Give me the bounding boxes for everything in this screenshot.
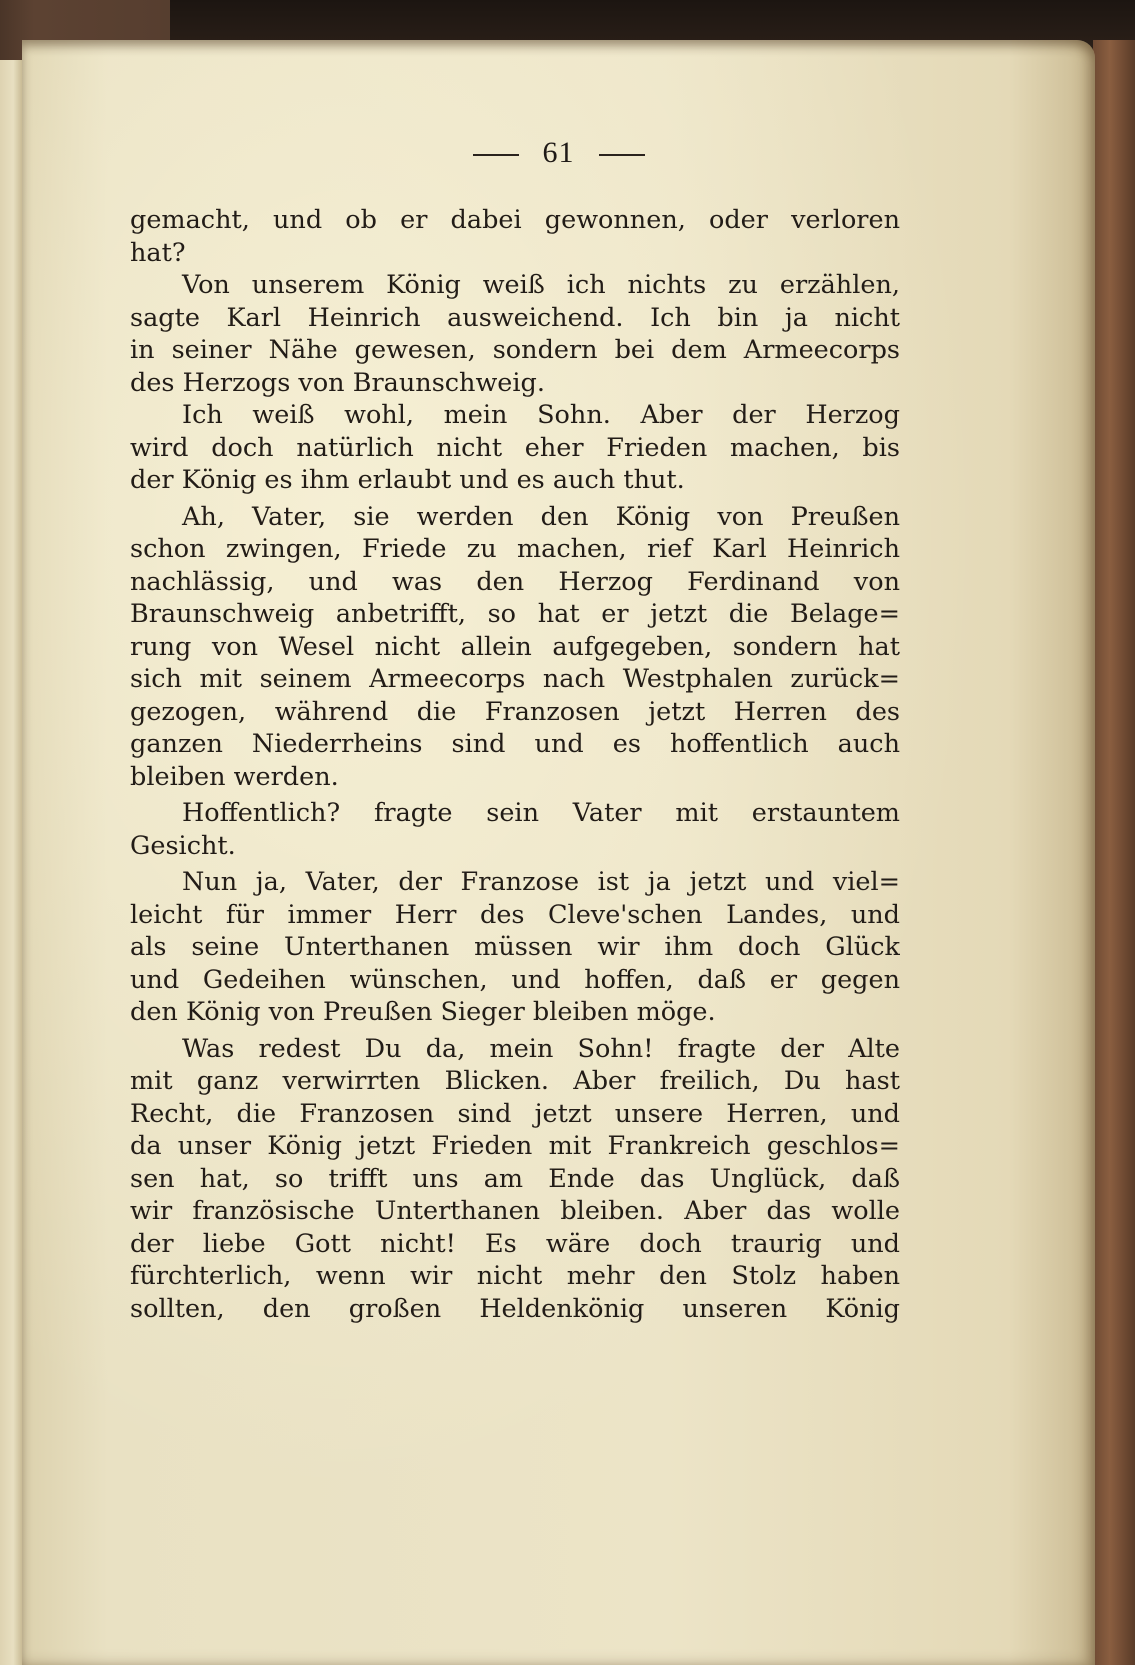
text-line: Ah, Vater, sie werden den König von Preußen <box>182 501 900 532</box>
body-text <box>130 204 900 1325</box>
text-line: schon zwingen, Friede zu machen, rief Karl Heinrich <box>130 534 900 564</box>
text-line: mit ganz verwirrten Blicken. Aber freilich, Du hast <box>130 1066 900 1096</box>
page-header <box>22 136 1095 170</box>
text-line: Von unserem König weiß ich nichts zu erzählen, <box>182 270 900 300</box>
text-line: sen hat, so trifft uns am Ende das Unglück, daß <box>130 1163 900 1194</box>
text-line: in seiner Nähe gewesen, sondern bei dem Armeecorps <box>130 335 900 365</box>
text-line: Gesicht. <box>130 830 236 861</box>
text-line: sich mit seinem Armeecorps nach Westphalen zurück= <box>130 664 900 694</box>
text-line: sollten, den großen Heldenkönig unseren König <box>130 1293 900 1324</box>
text-line: wir französische Unterthanen bleiben. Aber das wolle <box>130 1196 900 1226</box>
text-line: Braunschweig anbetrifft, so hat er jetzt die Belage= <box>130 599 900 629</box>
header-rule-right <box>599 154 645 156</box>
book-page <box>22 40 1095 1665</box>
text-line: fürchterlich, wenn wir nicht mehr den Stolz haben <box>130 1261 900 1291</box>
page-gutter <box>0 60 22 1665</box>
text-line: des Herzogs von Braunschweig. <box>130 367 545 398</box>
text-line: nachlässig, und was den Herzog Ferdinand von <box>130 566 900 597</box>
text-line: hat? <box>130 237 186 268</box>
text-line: gezogen, während die Franzosen jetzt Herren des <box>130 696 900 727</box>
text-line: Recht, die Franzosen sind jetzt unsere Herren, und <box>130 1098 900 1129</box>
text-line: den König von Preußen Sieger bleiben möge. <box>130 997 716 1027</box>
text-line: Ich weiß wohl, mein Sohn. Aber der Herzog <box>182 400 900 430</box>
book-cover-edge <box>1093 40 1135 1665</box>
page-number: 61 <box>542 136 575 169</box>
text-line: Nun ja, Vater, der Franzose ist ja jetzt und viel= <box>182 867 900 897</box>
text-line: bleiben werden. <box>130 761 339 792</box>
text-line: als seine Unterthanen müssen wir ihm doch Glück <box>130 932 900 962</box>
text-line: der liebe Gott nicht! Es wäre doch traurig und <box>130 1228 900 1259</box>
text-line: leicht für immer Herr des Cleve'schen Landes, und <box>130 899 900 930</box>
text-line: ganzen Niederrheins sind und es hoffentlich auch <box>130 729 900 759</box>
text-line: gemacht, und ob er dabei gewonnen, oder verloren <box>130 205 900 235</box>
text-line: da unser König jetzt Frieden mit Frankreich geschlos= <box>130 1131 900 1161</box>
text-line: und Gedeihen wünschen, und hoffen, daß er gegen <box>130 964 900 995</box>
text-line: rung von Wesel nicht allein aufgegeben, sondern hat <box>130 631 900 662</box>
text-line: der König es ihm erlaubt und es auch thut. <box>130 465 685 495</box>
text-line: wird doch natürlich nicht eher Frieden machen, bis <box>130 432 900 463</box>
text-line: Was redest Du da, mein Sohn! fragte der Alte <box>182 1033 900 1064</box>
header-rule-left <box>473 154 519 156</box>
text-line: sagte Karl Heinrich ausweichend. Ich bin ja nicht <box>130 302 900 333</box>
text-line: Hoffentlich? fragte sein Vater mit erstauntem <box>182 798 900 828</box>
